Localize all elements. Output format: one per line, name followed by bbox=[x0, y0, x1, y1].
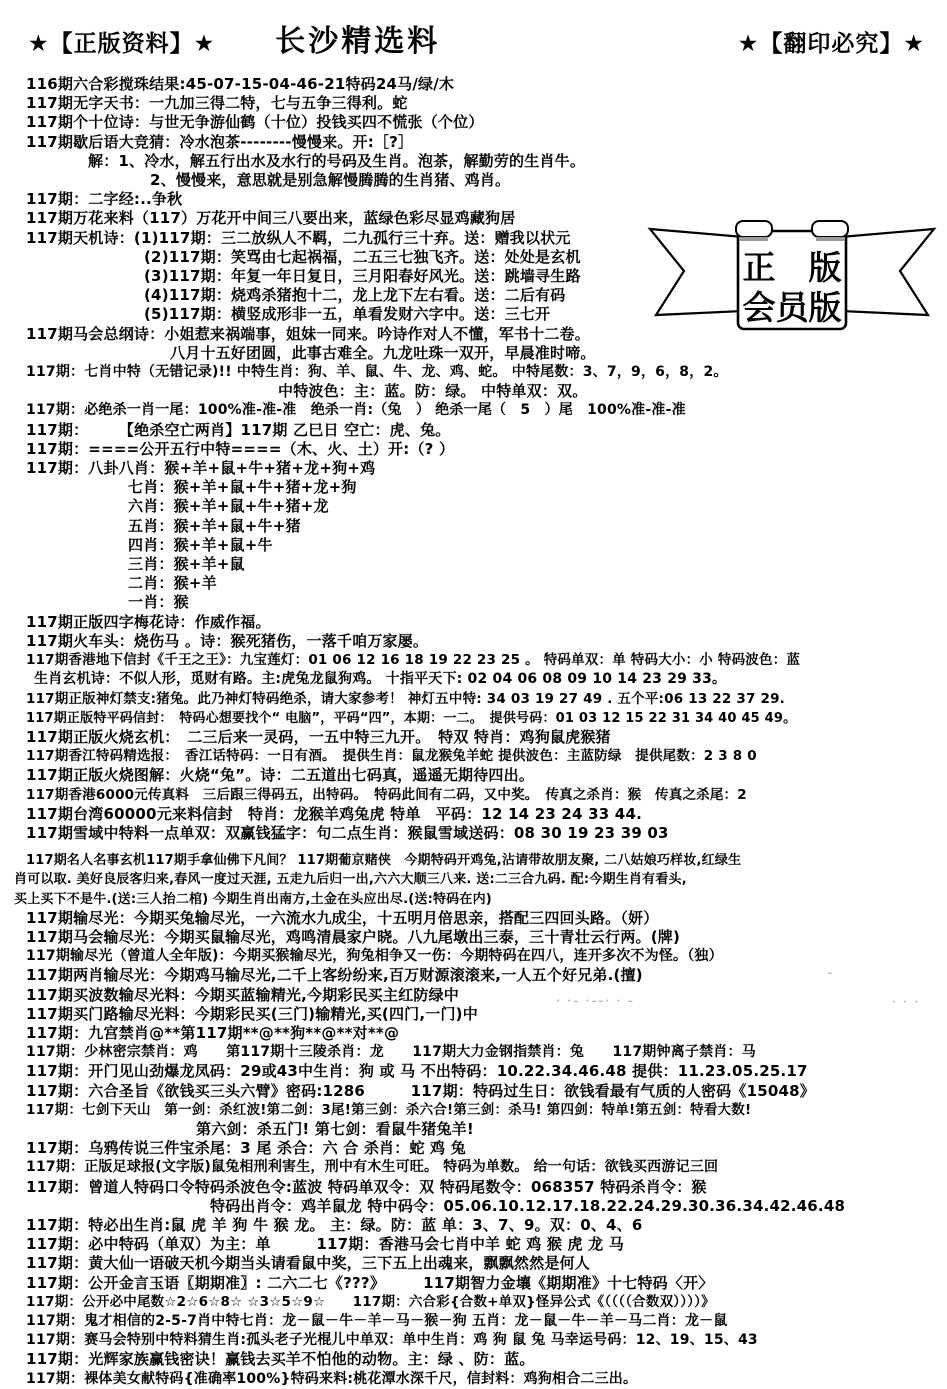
print-artifact: - bbox=[828, 968, 835, 979]
text-line: 117期雪域中特料一点单双：双赢钱猛字：句二点生肖：猴鼠雪域送码：08 30 19 23 39 03 bbox=[26, 823, 669, 842]
text-line: 117期个十位诗：与世无争游仙鹤（十位）投钱买四不慌张（个位） bbox=[26, 113, 484, 132]
text-line: 117期：正版足球报(文字版)鼠兔相刑利害生，刑中有木生可旺。 特码为单数。 给一句话：欲钱买西游记三回 bbox=[26, 1159, 719, 1176]
print-artifact: · ·– ·––· · – bbox=[556, 996, 635, 1007]
text-line: 117期：裸体美女献特码{准确率100%}特码来料:桃花潭水深千尺，信封料：鸡狗相合二三出。 bbox=[26, 1370, 638, 1387]
text-line: 117期：鬼才相信的2-5-7肖中特七肖：龙－鼠－牛－羊－马－猴－狗 五肖：龙－鼠－牛－羊－马二肖：龙－鼠 bbox=[26, 1313, 728, 1329]
text-line: 解：1、冷水，解五行出水及水行的号码及生肖。泡茶，解勤劳的生肖牛。 bbox=[88, 151, 586, 170]
text-line: (2)117期：笑骂由七起祸福，二五三七独飞齐。送：处处是玄机 bbox=[144, 247, 581, 266]
text-line: 中特波色：主：蓝。防：绿。 中特单双：双。 bbox=[278, 382, 588, 401]
text-line: 肖可以取. 美好良辰客归来,春风一度过天涯, 五走九后归一出,六六大顺三八来. 送:二三合九码. 配:今期生肖有看头, bbox=[14, 872, 687, 888]
text-line: 117期：七肖中特（无错记录)!! 中特生肖：狗、羊、鼠、牛、龙、鸡、蛇。 中特尾数：3、7，9，6，8，2。 bbox=[26, 364, 728, 381]
text-line: 一肖：猴 bbox=[128, 593, 189, 612]
text-line: 117期买波数输尽光料：今期买蓝输精光,今期彩民买主红防绿中 bbox=[26, 985, 460, 1004]
text-line: 五肖：猴+羊+鼠+牛+猪 bbox=[128, 516, 301, 535]
text-line: 二肖：猴+羊 bbox=[128, 574, 217, 593]
text-line: 117期：必绝杀一肖一尾：100%准-准-准 绝杀一肖:（兔 ） 绝杀一尾（ 5 ）尾 100%准-准-准 bbox=[26, 402, 686, 419]
text-line: 117期正版火烧玄机： 二三后来一灵码，一五中特三九开。 特双 特肖：鸡狗鼠虎猴猪 bbox=[26, 727, 611, 746]
header-right-stamp: ★【翻印必究】★ bbox=[737, 31, 925, 57]
text-line: 117期：曾道人特码口令特码杀波色令:蓝波 特码单双令：双 特码尾数令：068357 特码杀肖令：猴 bbox=[26, 1177, 707, 1196]
text-line: 117期香港6000元传真料 三后跟三得码五，出特码。 特码此间有二码，又中奖。 传真之杀肖：猴 传真之杀尾：2 bbox=[26, 786, 747, 803]
text-line: 第六剑：杀五门! 第七剑：看鼠牛猪兔羊! bbox=[196, 1119, 474, 1138]
text-line: 117期正版四字梅花诗：作威作福。 bbox=[26, 612, 271, 631]
text-line: 117期正版特平码信封： 特码心想要找个“ 电脑”，平码“四”，本期：一二。 提供号码：01 03 12 15 22 31 34 40 45 49。 bbox=[26, 710, 797, 726]
text-line: 117期：乌鸦传说三件宝杀尾：3 尾 杀合：六 合 杀肖：蛇 鸡 兔 bbox=[26, 1139, 466, 1158]
ribbon-left-tail bbox=[650, 229, 744, 315]
text-line: 117期香港地下信封《千王之王》：九宝莲灯：01 06 12 16 18 19 22 23 25 。 特码单双：单 特码大小：小 特码波色：蓝 bbox=[26, 652, 801, 669]
text-line: 117期：八卦八肖：猴+羊+鼠+牛+猪+龙+狗+鸡 bbox=[26, 459, 376, 478]
text-line: 117期：公开金言玉语〖期期准〗: 二六二七《???》 117期智力金壤《期期准》十七特码〈开〉 bbox=[26, 1273, 714, 1292]
text-line: 117期：必中特码（单双）为主：单 117期：香港马会七肖中羊 蛇 鸡 猴 虎 龙 马 bbox=[26, 1235, 624, 1254]
member-edition-ribbon bbox=[640, 206, 944, 336]
page-title: 长沙精选料 bbox=[275, 24, 441, 59]
text-line: 117期：公开必中尾数☆2☆6☆8☆ ☆3☆5☆9☆ 117期：六合彩{合数+单双}怪异公式《（（（（合数双））））》 bbox=[26, 1293, 715, 1310]
text-line: 117期：二字经:..争秋 bbox=[26, 190, 183, 209]
text-line: 116期六合彩搅珠结果:45-07-15-04-46-21特码24马/绿/木 bbox=[26, 75, 455, 93]
text-line: 117期两肖输尽光：今期鸡马输尽光,二千上客纷纷来,百万财源滚滚来,一人五个好兄弟.(擅) bbox=[26, 966, 643, 985]
text-line: 117期万花来料（117）万花开中间三八要出来，蓝绿色彩尽显鸡藏狗居 bbox=[26, 209, 516, 228]
text-line: 117期：黄大仙一语破天机今期当头请看鼠中奖，三下五上出魂来，飘飘然然是何人 bbox=[26, 1254, 590, 1273]
text-line: 117期歇后语大竞猜：冷水泡茶--------慢慢来。开:［?］ bbox=[26, 132, 414, 151]
text-line: (5)117期：横竖成形非一五，单看发财六字中。送：三七开 bbox=[144, 305, 551, 324]
text-line: 三肖：猴+羊+鼠 bbox=[128, 555, 245, 574]
badge-text-top: 正 版 bbox=[742, 248, 842, 287]
text-line: 117期： 【绝杀空亡两肖】117期 乙巳日 空亡：虎、兔。 bbox=[26, 420, 451, 439]
text-line: 特码出肖令：鸡羊鼠龙 特中码令：05.06.10.12.17.18.22.24.29.30.36.34.42.46.48 bbox=[210, 1196, 846, 1215]
text-line: 117期名人名事玄机117期手拿仙佛下凡间？ 117期葡京赌侠 今期特码开鸡兔,沾请带故朋友聚, 二八姑娘巧样妆,红绿生 bbox=[26, 853, 742, 869]
text-line: 117期输尽光（曾道人全年版)：今期买猴输尽光，狗兔相争又一伤：今期特码在四八，连开多次不为怪。（独） bbox=[26, 948, 723, 965]
text-line: 117期：九宫禁肖@**第117期**@**狗**@**对**@ bbox=[26, 1023, 400, 1042]
text-line: 117期：光辉家族赢钱密诀！赢钱去买羊不怕他的动物。主：绿 、防：蓝。 bbox=[26, 1350, 535, 1369]
text-line: 117期：少林密宗禁肖：鸡 第117期十三陵杀肖：龙 117期大力金钢指禁肖：兔 117期钟离子禁肖：马 bbox=[26, 1044, 756, 1061]
text-line: 117期：六合圣旨《欲钱买三头六臂》密码:1286 117期：特码过生日：欲钱看最有气质的人密码《15048》 bbox=[26, 1081, 815, 1100]
text-line: 买上买下不是牛.(送:三人抬二棺) 今期生肖出南方,土金在头应出尽.(送:特码在内) bbox=[14, 891, 492, 907]
text-line: 生肖玄机诗：不似人形，觅财有路。主:虎兔龙鼠狗鸡。 十指平天下: 02 04 06 08 09 10 14 23 29 33。 bbox=[34, 671, 727, 688]
text-line: 六肖：猴+羊+鼠+牛+猪+龙 bbox=[128, 497, 329, 516]
print-artifact: · · · bbox=[892, 997, 921, 1008]
text-line: 117期正版神灯禁支:猪兔。此乃神灯特码绝杀，请大家参考！ 神灯五中特: 34 03 19 27 49 . 五个平:06 13 22 37 29. bbox=[26, 690, 785, 707]
text-line: (4)117期：烧鸡杀猪抱十二，龙上龙下左右看。送：二后有码 bbox=[144, 286, 566, 305]
text-line: 117期天机诗：(1)117期：三二放纵人不羁，二九孤行三十弃。送：赠我以状元 bbox=[26, 228, 571, 247]
text-line: 117期：特必出生肖:鼠 虎 羊 狗 牛 猴 龙。 主：绿。防：蓝 单：3、7、9。双：0、4、6 bbox=[26, 1215, 643, 1234]
ribbon-right-tail bbox=[840, 229, 934, 315]
header-left-stamp: ★【正版资料】★ bbox=[28, 31, 216, 57]
text-line: (3)117期：年复一年日复日，三月阳春好风光。送：跳墙寻生路 bbox=[144, 267, 581, 286]
text-line: 117期：====公开五行中特====（木、火、土）开:（? ） bbox=[26, 439, 455, 458]
text-line: 117期：七剑下天山 第一剑：杀红波!第二剑：3尾!第三剑：杀六合!第三剑：杀马! 第四剑：特单!第五剑：特看大数! bbox=[26, 1101, 752, 1118]
text-line: 七肖：猴+羊+鼠+牛+猪+龙+狗 bbox=[128, 478, 357, 497]
text-line: 117期：赛马会特别中特料猜生肖:孤头老子光棍儿中单双：单中生肖：鸡 狗 鼠 兔 马幸运号码：12、19、15、43 bbox=[26, 1332, 758, 1349]
page-header bbox=[0, 0, 947, 60]
text-line: 117期马会总纲诗：小姐惹来祸端事，姐妹一同来。吟诗作对人不懂，军书十二卷。 bbox=[26, 324, 590, 343]
text-line: 117期火车头：烧伤马 。诗：猴死猪伤，一落千咱万家屡。 bbox=[26, 631, 429, 650]
scroll-curl-right bbox=[812, 221, 848, 237]
text-line: 117期买门路输尽光料：今期彩民买(三门)输精光,买(四门,一门)中 bbox=[26, 1004, 478, 1023]
text-line: 八月十五好团圆，此事古难全。九龙吐珠一双开，早晨准时啼。 bbox=[170, 343, 596, 362]
text-line: 117期马会输尽光：今期买鼠输尽光，鸡鸣清晨家户晓。八九尾墩出三泰，三十青壮云行两。(牌) bbox=[26, 927, 681, 946]
text-line: 117期：开门见山劲爆龙凤码：29或43中生肖：狗 或 马 不出特码：10.22.34.46.48 提供：11.23.05.25.17 bbox=[26, 1062, 808, 1081]
text-line: 117期输尽光：今期买兔输尽光，一六流水九成尘，十五明月倍思亲，搭配三四回头路。（妍） bbox=[26, 908, 659, 927]
text-line: 117期无字天书：一九加三得二特，七与五争三得利。蛇 bbox=[26, 94, 408, 113]
text-line: 117期台湾60000元来料信封 特肖：龙猴羊鸡兔虎 特单 平码：12 14 23 24 33 44. bbox=[26, 804, 642, 823]
text-line: 117期香江特码精选报： 香江话特码：一日有酒。 提供生肖：鼠龙猴兔羊蛇 提供波色：主蓝防绿 提供尾数：2 3 8 0 bbox=[26, 748, 757, 765]
badge-text-bottom: 会员版 bbox=[742, 288, 842, 327]
text-line: 2、慢慢来，意思就是别急解慢腾腾的生肖猪、鸡肖。 bbox=[150, 171, 511, 190]
text-line: 117期正版火烧图解：火烧“兔”。诗：二五道出七码真，遥遥无期待四出。 bbox=[26, 766, 535, 785]
scroll-curl-left bbox=[736, 221, 772, 237]
text-line: 四肖：猴+羊+鼠+牛 bbox=[128, 535, 273, 554]
